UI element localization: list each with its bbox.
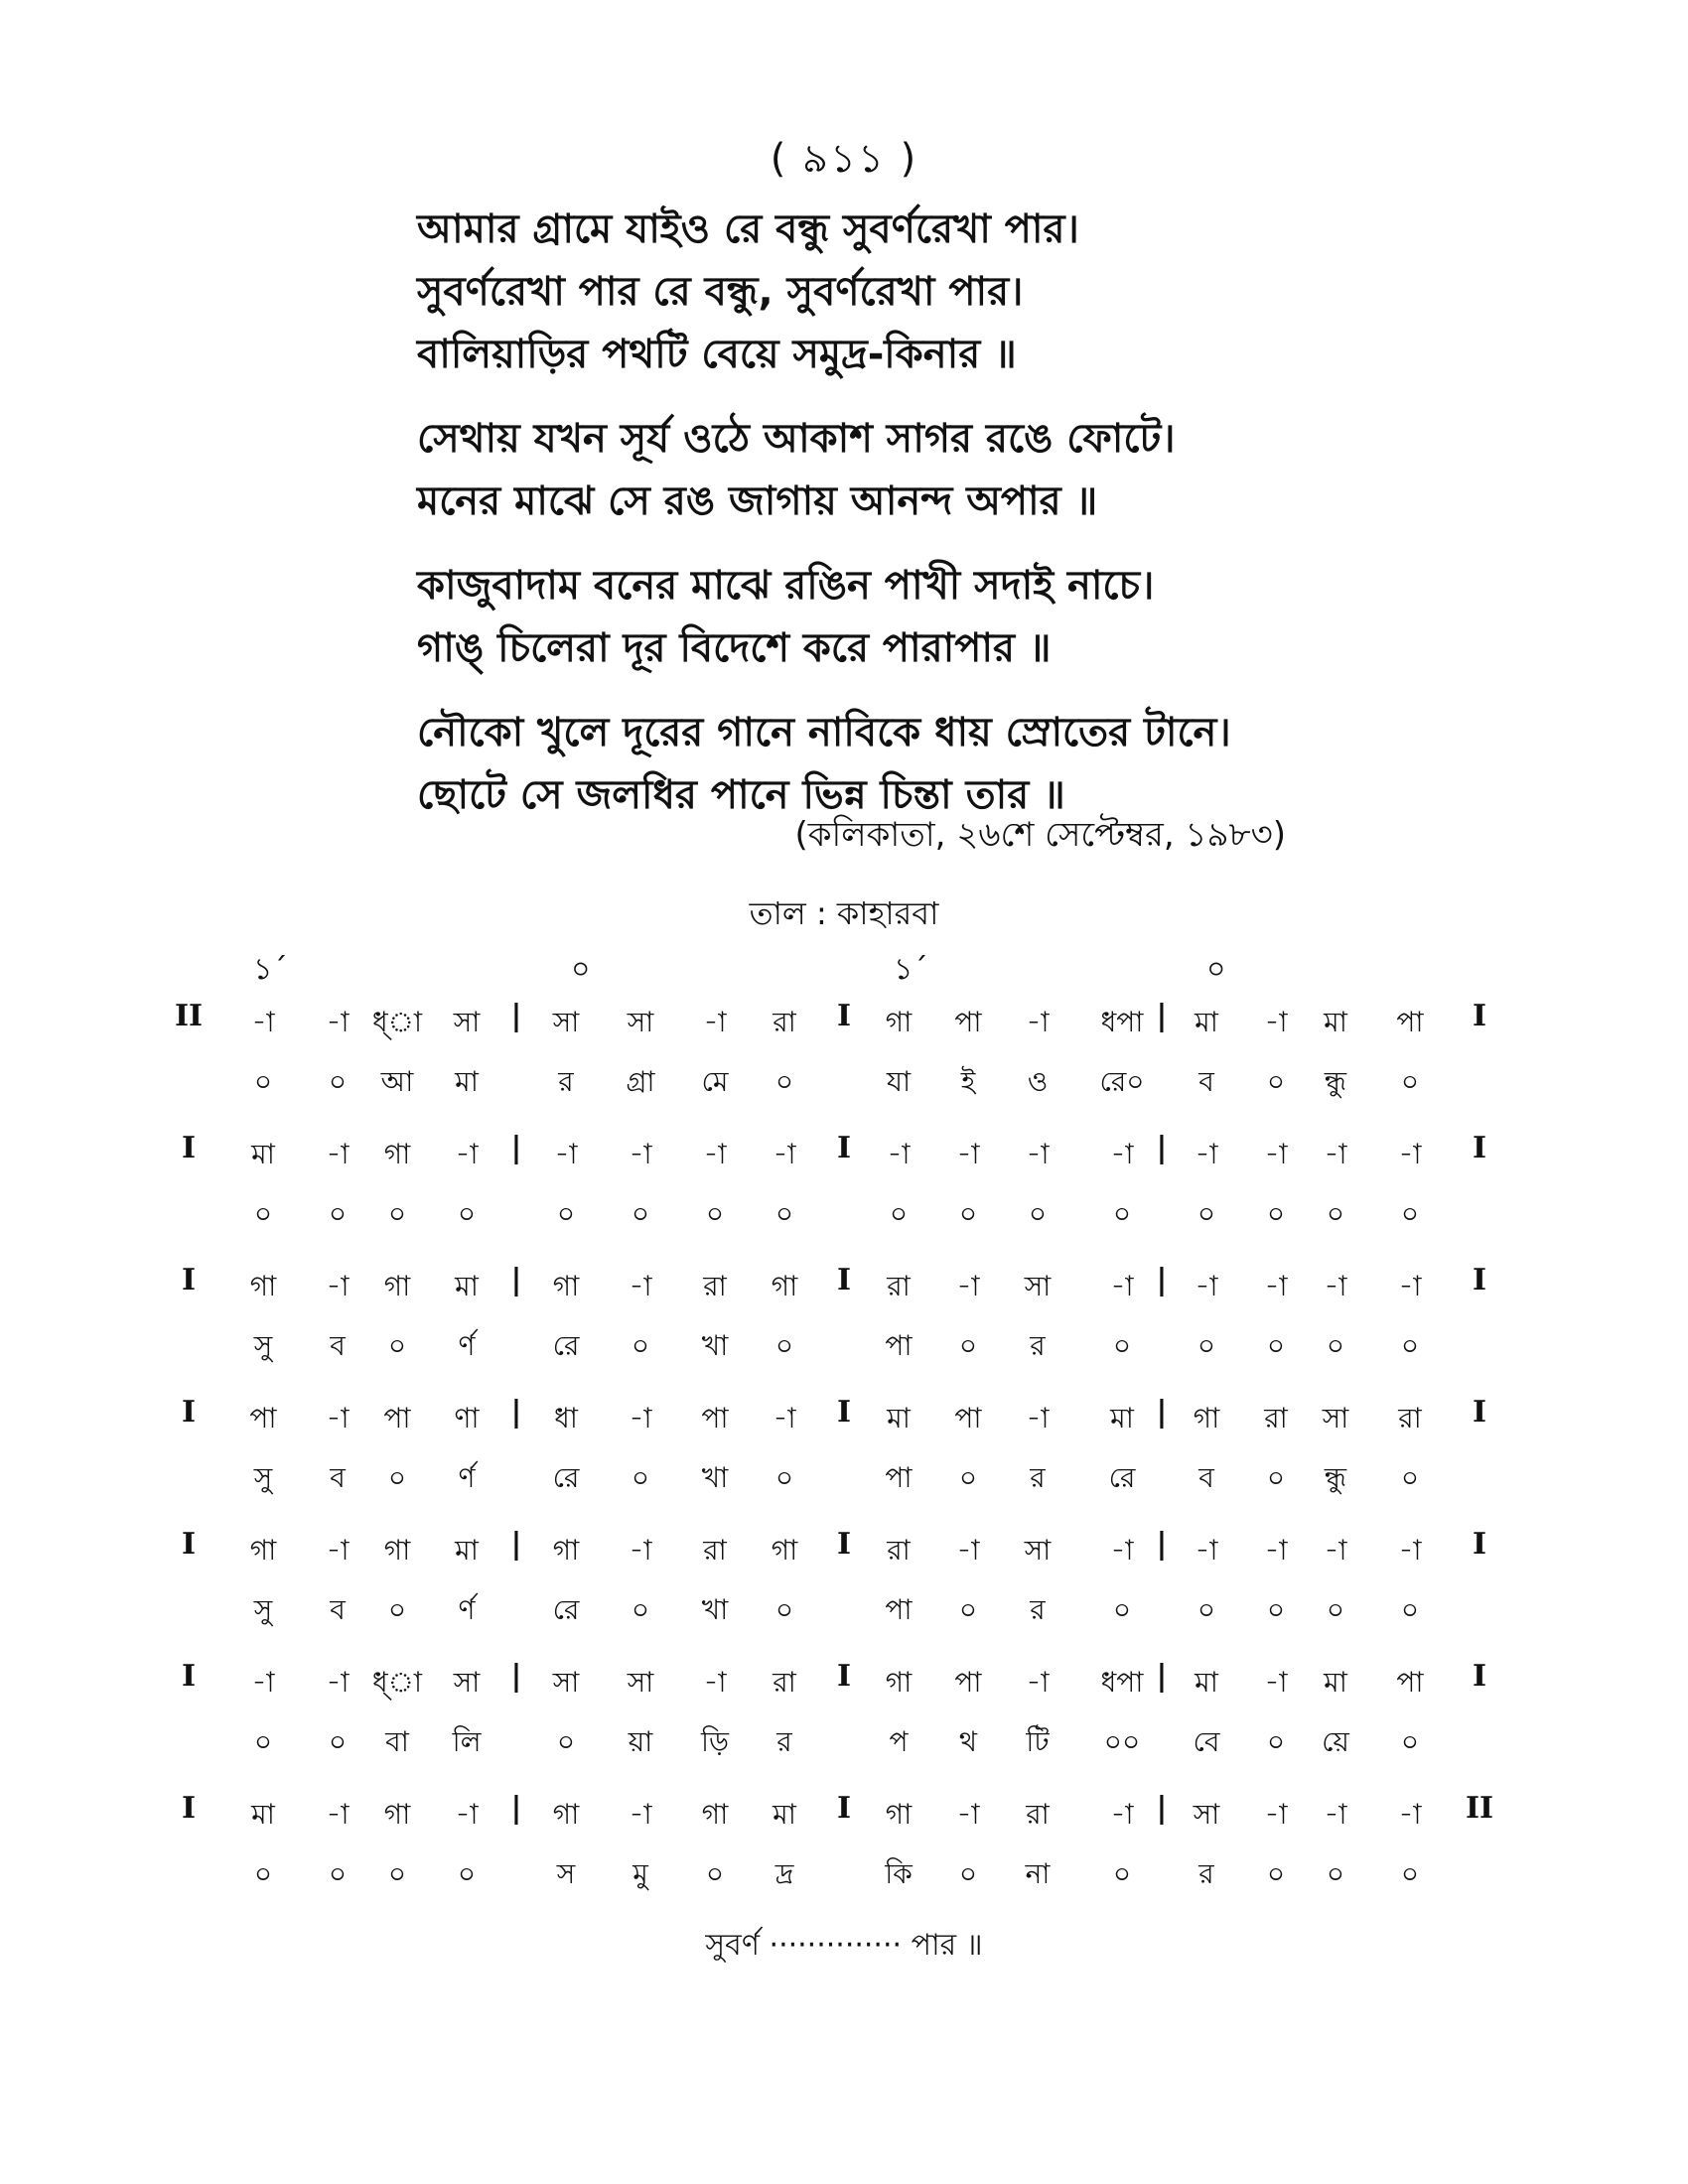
swara-note: সা <box>1322 1402 1349 1434</box>
lyric-syllable: ০ <box>387 1857 407 1890</box>
lyric-syllable: ০ <box>253 1725 273 1758</box>
start-barline: I <box>181 1131 197 1165</box>
swara-note: -া <box>629 1798 652 1831</box>
swara-note: -া <box>1195 1270 1218 1302</box>
lyric-syllable: থ <box>958 1725 978 1758</box>
swara-note: পা <box>954 1006 982 1038</box>
swara-note: ধপা <box>1100 1006 1144 1038</box>
lyric-syllable: ন্ধু <box>1324 1461 1347 1494</box>
swara-note: -া <box>326 1270 350 1302</box>
swara-note: -া <box>887 1138 911 1170</box>
end-barline: I <box>1472 999 1487 1033</box>
lyric-syllable: ০ <box>1266 1065 1286 1098</box>
lyric-syllable: রে <box>552 1461 580 1494</box>
start-barline: I <box>181 1659 197 1694</box>
lyric-syllable: খা <box>701 1329 729 1362</box>
lyric-syllable: ০ <box>958 1197 978 1230</box>
vibhag-divider: | <box>1156 1263 1168 1297</box>
vibhag-divider: | <box>1156 999 1168 1033</box>
lyric-syllable: র <box>1030 1329 1046 1362</box>
lyric-syllable: ০০ <box>1103 1725 1141 1758</box>
lyric-syllable: ব <box>330 1593 346 1626</box>
swara-note: গা <box>383 1138 411 1170</box>
swara-note: গা <box>1193 1402 1220 1434</box>
swara-note: পা <box>954 1666 982 1699</box>
ending-refrain: সুবর্ণ ·············· পার ॥ <box>705 1928 983 1963</box>
vibhag-divider: | <box>510 1131 522 1165</box>
lyric-line: মনের মাঝে সে রঙ জাগায় আনন্দ অপার ॥ <box>417 478 1098 524</box>
lyric-syllable: ০ <box>1028 1197 1048 1230</box>
swara-note: -া <box>1324 1138 1347 1170</box>
swara-note: -া <box>1026 1006 1050 1038</box>
swara-note: রা <box>887 1534 911 1567</box>
swara-note: ধপা <box>1100 1666 1144 1699</box>
swara-note: -া <box>251 1666 275 1699</box>
swara-note: মা <box>455 1270 479 1302</box>
vibhag-divider: I <box>836 1131 852 1165</box>
vibhag-divider: | <box>1156 1527 1168 1562</box>
lyric-syllable: সু <box>253 1329 273 1362</box>
lyric-syllable: দ্র <box>774 1857 794 1890</box>
beat-marker: ০ <box>571 952 591 987</box>
swara-note: ধ্া <box>371 1006 423 1038</box>
lyric-syllable: ০ <box>1400 1065 1420 1098</box>
swara-note: -া <box>1195 1534 1218 1567</box>
lyric-syllable: ব <box>330 1461 346 1494</box>
lyric-syllable: র্ণ <box>458 1593 476 1626</box>
lyric-syllable: ০ <box>1400 1725 1420 1758</box>
lyric-syllable: আ <box>380 1065 414 1098</box>
start-barline: I <box>181 1791 197 1826</box>
lyric-syllable: স <box>556 1857 576 1890</box>
lyric-syllable: যা <box>886 1065 912 1098</box>
swara-note: গা <box>771 1270 798 1302</box>
lyric-line: ছোটে সে জলধির পানে ভিন্ন চিন্তা তার ॥ <box>417 772 1065 818</box>
lyric-syllable: ০ <box>1266 1857 1286 1890</box>
lyric-syllable: ০ <box>958 1857 978 1890</box>
swara-note: -া <box>1324 1270 1347 1302</box>
lyric-syllable: ০ <box>1326 1857 1345 1890</box>
start-barline: I <box>181 1263 197 1297</box>
vibhag-divider: I <box>836 1395 852 1430</box>
lyric-syllable: ০ <box>774 1329 794 1362</box>
lyric-syllable: মু <box>633 1857 648 1890</box>
lyric-syllable: য়ে <box>1322 1725 1349 1758</box>
swara-note: সা <box>1193 1798 1220 1831</box>
lyric-syllable: য়া <box>628 1725 653 1758</box>
lyric-syllable: ০ <box>387 1461 407 1494</box>
swara-note: -া <box>956 1798 980 1831</box>
lyric-syllable: ০ <box>631 1329 650 1362</box>
lyric-line: কাজুবাদাম বনের মাঝে রঙিন পাখী সদাই নাচে। <box>417 563 1155 609</box>
swara-note: গা <box>552 1270 580 1302</box>
lyric-syllable: ০ <box>1196 1329 1216 1362</box>
swara-note: সা <box>1024 1270 1052 1302</box>
lyric-syllable: ০ <box>328 1197 348 1230</box>
lyric-syllable: র <box>558 1065 574 1098</box>
swara-note: -া <box>1398 1534 1422 1567</box>
lyric-syllable: ০ <box>774 1065 794 1098</box>
swara-note: ণা <box>454 1402 480 1434</box>
lyric-syllable: ও <box>1027 1065 1049 1098</box>
lyric-syllable: র <box>1198 1857 1214 1890</box>
swara-note: -া <box>773 1402 796 1434</box>
lyric-syllable: ০ <box>1326 1197 1345 1230</box>
lyric-syllable: ০ <box>1266 1461 1286 1494</box>
swara-note: সা <box>1024 1534 1052 1567</box>
lyric-syllable: সু <box>253 1593 273 1626</box>
swara-note: -া <box>1398 1138 1422 1170</box>
lyric-line: গাঙ্ চিলেরা দূর বিদেশে করে পারাপার ॥ <box>417 625 1052 671</box>
taal-label: তাল : কাহারবা <box>749 894 939 932</box>
lyric-syllable: ০ <box>328 1857 348 1890</box>
lyric-line: সুবর্ণরেখা পার রে বন্ধু, সুবর্ণরেখা পার। <box>417 269 1024 315</box>
vibhag-divider: | <box>510 1659 522 1694</box>
beat-marker: ১´ <box>894 952 928 987</box>
lyric-syllable: ই <box>960 1065 976 1098</box>
lyric-syllable: ০ <box>1400 1197 1420 1230</box>
lyric-syllable: র <box>776 1725 792 1758</box>
lyric-syllable: ০ <box>889 1197 909 1230</box>
beat-marker: ০ <box>1206 952 1226 987</box>
lyric-line: বালিয়াড়ির পথটি বেয়ে সমুদ্র-কিনার ॥ <box>417 332 1017 377</box>
swara-note: পা <box>701 1402 729 1434</box>
end-barline: I <box>1472 1659 1487 1694</box>
lyric-syllable: র্ণ <box>458 1461 476 1494</box>
swara-note: মা <box>251 1798 275 1831</box>
swara-note: রা <box>703 1534 727 1567</box>
swara-note: -া <box>1324 1798 1347 1831</box>
lyric-syllable: ০ <box>958 1329 978 1362</box>
lyric-syllable: প <box>889 1725 909 1758</box>
swara-note: -া <box>956 1270 980 1302</box>
start-barline: I <box>181 1395 197 1430</box>
lyric-syllable: ০ <box>387 1197 407 1230</box>
swara-note: সা <box>627 1666 654 1699</box>
swara-note: -া <box>1398 1798 1422 1831</box>
lyric-syllable: র <box>1030 1593 1046 1626</box>
swara-note: ধ্া <box>371 1666 423 1699</box>
vibhag-divider: I <box>836 1263 852 1297</box>
end-barline: I <box>1472 1263 1487 1297</box>
lyric-syllable: ০ <box>631 1593 650 1626</box>
vibhag-divider: | <box>510 1263 522 1297</box>
lyric-syllable: র্ণ <box>458 1329 476 1362</box>
lyric-syllable: ০ <box>457 1857 477 1890</box>
vibhag-divider: I <box>836 1791 852 1826</box>
vibhag-divider: | <box>1156 1659 1168 1694</box>
swara-note: -া <box>1026 1138 1050 1170</box>
swara-note: রা <box>703 1270 727 1302</box>
lyric-syllable: সু <box>253 1461 273 1494</box>
vibhag-divider: I <box>836 1527 852 1562</box>
swara-note: পা <box>249 1402 277 1434</box>
vibhag-divider: | <box>1156 1395 1168 1430</box>
lyric-syllable: ব <box>330 1329 346 1362</box>
lyric-syllable: ০ <box>1112 1329 1132 1362</box>
lyric-syllable: ০ <box>1112 1197 1132 1230</box>
vibhag-divider: | <box>1156 1791 1168 1826</box>
lyric-syllable: পা <box>885 1461 913 1494</box>
swara-note: -া <box>1110 1798 1134 1831</box>
vibhag-divider: | <box>510 1395 522 1430</box>
lyric-syllable: ০ <box>328 1065 348 1098</box>
swara-note: গা <box>552 1798 580 1831</box>
swara-note: -া <box>956 1534 980 1567</box>
swara-note: -া <box>1026 1666 1050 1699</box>
lyric-syllable: রে০ <box>1099 1065 1145 1098</box>
swara-note: -া <box>1324 1534 1347 1567</box>
swara-note: -া <box>703 1666 727 1699</box>
lyric-syllable: ০ <box>253 1197 273 1230</box>
lyric-syllable: ০ <box>631 1461 650 1494</box>
swara-note: -া <box>773 1138 796 1170</box>
swara-note: -া <box>1264 1270 1288 1302</box>
swara-note: পা <box>1396 1006 1424 1038</box>
swara-note: গা <box>885 1798 913 1831</box>
lyric-syllable: ০ <box>705 1197 725 1230</box>
lyric-syllable: পা <box>885 1329 913 1362</box>
vibhag-divider: I <box>836 999 852 1033</box>
swara-note: -া <box>1264 1006 1288 1038</box>
lyric-syllable: ব <box>1198 1461 1214 1494</box>
swara-note: সা <box>453 1006 481 1038</box>
lyric-syllable: রে <box>552 1593 580 1626</box>
lyric-syllable: ০ <box>1266 1593 1286 1626</box>
swara-note: -া <box>326 1534 350 1567</box>
lyric-syllable: ০ <box>457 1197 477 1230</box>
place-date: (কলিকাতা, ২৬শে সেপ্টেম্বর, ১৯৮৩) <box>794 815 1286 855</box>
swara-note: রা <box>1398 1402 1422 1434</box>
lyric-syllable: মা <box>455 1065 479 1098</box>
swara-note: গা <box>701 1798 729 1831</box>
swara-note: সা <box>453 1666 481 1699</box>
swara-note: -া <box>1110 1270 1134 1302</box>
swara-note: মা <box>251 1138 275 1170</box>
swara-note: -া <box>1398 1270 1422 1302</box>
lyric-syllable: ০ <box>1400 1593 1420 1626</box>
lyric-syllable: ০ <box>705 1857 725 1890</box>
vibhag-divider: | <box>1156 1131 1168 1165</box>
swara-note: -া <box>251 1006 275 1038</box>
lyric-syllable: ০ <box>1326 1593 1345 1626</box>
swara-note: মা <box>1324 1666 1347 1699</box>
lyric-syllable: ০ <box>253 1065 273 1098</box>
swara-note: -া <box>703 1006 727 1038</box>
lyric-syllable: ০ <box>556 1197 576 1230</box>
lyric-syllable: ০ <box>958 1461 978 1494</box>
lyric-syllable: ০ <box>774 1197 794 1230</box>
swara-note: মা <box>1195 1666 1218 1699</box>
end-barline: II <box>1465 1791 1494 1826</box>
lyric-syllable: ড়ি <box>701 1725 729 1758</box>
lyric-syllable: রে <box>552 1329 580 1362</box>
start-barline: I <box>181 1527 197 1562</box>
lyric-syllable: ০ <box>774 1593 794 1626</box>
lyric-line: আমার গ্রামে যাইও রে বন্ধু সুবর্ণরেখা পার। <box>417 206 1079 252</box>
lyric-syllable: ০ <box>1196 1593 1216 1626</box>
lyric-syllable: ০ <box>1266 1197 1286 1230</box>
lyric-syllable: গ্রা <box>626 1065 655 1098</box>
swara-note: গা <box>383 1798 411 1831</box>
swara-note: পা <box>954 1402 982 1434</box>
swara-note: মা <box>887 1402 911 1434</box>
swara-note: মা <box>1110 1402 1134 1434</box>
lyric-syllable: ০ <box>328 1725 348 1758</box>
swara-note: -া <box>629 1270 652 1302</box>
swara-note: মা <box>773 1798 796 1831</box>
lyric-syllable: র <box>1030 1461 1046 1494</box>
swara-note: সা <box>627 1006 654 1038</box>
swara-note: -া <box>629 1402 652 1434</box>
swara-note: -া <box>1026 1402 1050 1434</box>
swara-note: -া <box>326 1666 350 1699</box>
swara-note: গা <box>249 1534 277 1567</box>
lyric-syllable: ০ <box>1196 1197 1216 1230</box>
swara-note: গা <box>383 1534 411 1567</box>
lyric-syllable: ০ <box>1112 1857 1132 1890</box>
swara-note: মা <box>1195 1006 1218 1038</box>
swara-note: -া <box>326 1402 350 1434</box>
lyric-syllable: রে <box>1108 1461 1136 1494</box>
lyric-syllable: ০ <box>631 1197 650 1230</box>
lyric-syllable: ০ <box>1400 1461 1420 1494</box>
vibhag-divider: | <box>510 1527 522 1562</box>
lyric-syllable: খা <box>701 1593 729 1626</box>
lyric-syllable: কি <box>885 1857 913 1890</box>
swara-note: -া <box>326 1798 350 1831</box>
swara-note: -া <box>1195 1138 1218 1170</box>
swara-note: রা <box>773 1666 796 1699</box>
swara-note: গা <box>552 1534 580 1567</box>
lyric-syllable: ০ <box>556 1725 576 1758</box>
swara-note: মা <box>455 1534 479 1567</box>
swara-note: -া <box>554 1138 578 1170</box>
swara-note: রা <box>887 1270 911 1302</box>
lyric-syllable: ০ <box>1266 1725 1286 1758</box>
beat-marker: ১´ <box>253 952 288 987</box>
swara-note: গা <box>885 1006 913 1038</box>
lyric-syllable: ০ <box>387 1329 407 1362</box>
swara-note: -া <box>455 1138 479 1170</box>
swara-note: -া <box>1264 1138 1288 1170</box>
swara-note: -া <box>326 1138 350 1170</box>
lyric-syllable: টি <box>1026 1725 1050 1758</box>
start-barline: II <box>174 999 204 1033</box>
page-number: ( ৯১১ ) <box>770 136 918 182</box>
swara-note: -া <box>1264 1666 1288 1699</box>
swara-note: মা <box>1324 1006 1347 1038</box>
swara-note: পা <box>383 1402 411 1434</box>
swara-note: -া <box>326 1006 350 1038</box>
lyric-line: নৌকো খুলে দূরের গানে নাবিকে ধায় স্রোতের টানে। <box>417 710 1231 755</box>
lyric-syllable: ০ <box>387 1593 407 1626</box>
lyric-syllable: ০ <box>958 1593 978 1626</box>
swara-note: সা <box>552 1666 580 1699</box>
swara-note: রা <box>1026 1798 1050 1831</box>
lyric-syllable: পা <box>885 1593 913 1626</box>
end-barline: I <box>1472 1131 1487 1165</box>
swara-note: পা <box>1396 1666 1424 1699</box>
lyric-syllable: লি <box>452 1725 482 1758</box>
lyric-line: সেথায় যখন সূর্য ওঠে আকাশ সাগর রঙে ফোটে। <box>417 416 1176 462</box>
swara-note: গা <box>249 1270 277 1302</box>
swara-note: -া <box>1264 1534 1288 1567</box>
swara-note: সা <box>552 1006 580 1038</box>
swara-note: গা <box>771 1534 798 1567</box>
swara-note: -া <box>1110 1534 1134 1567</box>
lyric-syllable: খা <box>701 1461 729 1494</box>
swara-note: -া <box>956 1138 980 1170</box>
swara-note: -া <box>629 1534 652 1567</box>
swara-note: ধা <box>554 1402 578 1434</box>
swara-note: -া <box>455 1798 479 1831</box>
swara-note: গা <box>383 1270 411 1302</box>
swara-note: রা <box>1264 1402 1288 1434</box>
swara-note: গা <box>885 1666 913 1699</box>
lyric-syllable: ০ <box>774 1461 794 1494</box>
vibhag-divider: | <box>510 1791 522 1826</box>
lyric-syllable: ০ <box>1400 1329 1420 1362</box>
swara-note: রা <box>773 1006 796 1038</box>
swara-note: -া <box>629 1138 652 1170</box>
lyric-syllable: বে <box>1193 1725 1220 1758</box>
lyric-syllable: ন্ধু <box>1324 1065 1347 1098</box>
end-barline: I <box>1472 1395 1487 1430</box>
lyric-syllable: ০ <box>1326 1329 1345 1362</box>
end-barline: I <box>1472 1527 1487 1562</box>
vibhag-divider: I <box>836 1659 852 1694</box>
lyric-syllable: বা <box>385 1725 409 1758</box>
lyric-syllable: ব <box>1198 1065 1214 1098</box>
swara-note: -া <box>703 1138 727 1170</box>
lyric-syllable: ০ <box>1266 1329 1286 1362</box>
vibhag-divider: | <box>510 999 522 1033</box>
lyric-syllable: মে <box>701 1065 729 1098</box>
swara-note: -া <box>1110 1138 1134 1170</box>
lyric-syllable: ০ <box>1112 1593 1132 1626</box>
lyric-syllable: না <box>1025 1857 1051 1890</box>
swara-note: -া <box>1264 1798 1288 1831</box>
lyric-syllable: ০ <box>1400 1857 1420 1890</box>
lyric-syllable: ০ <box>253 1857 273 1890</box>
